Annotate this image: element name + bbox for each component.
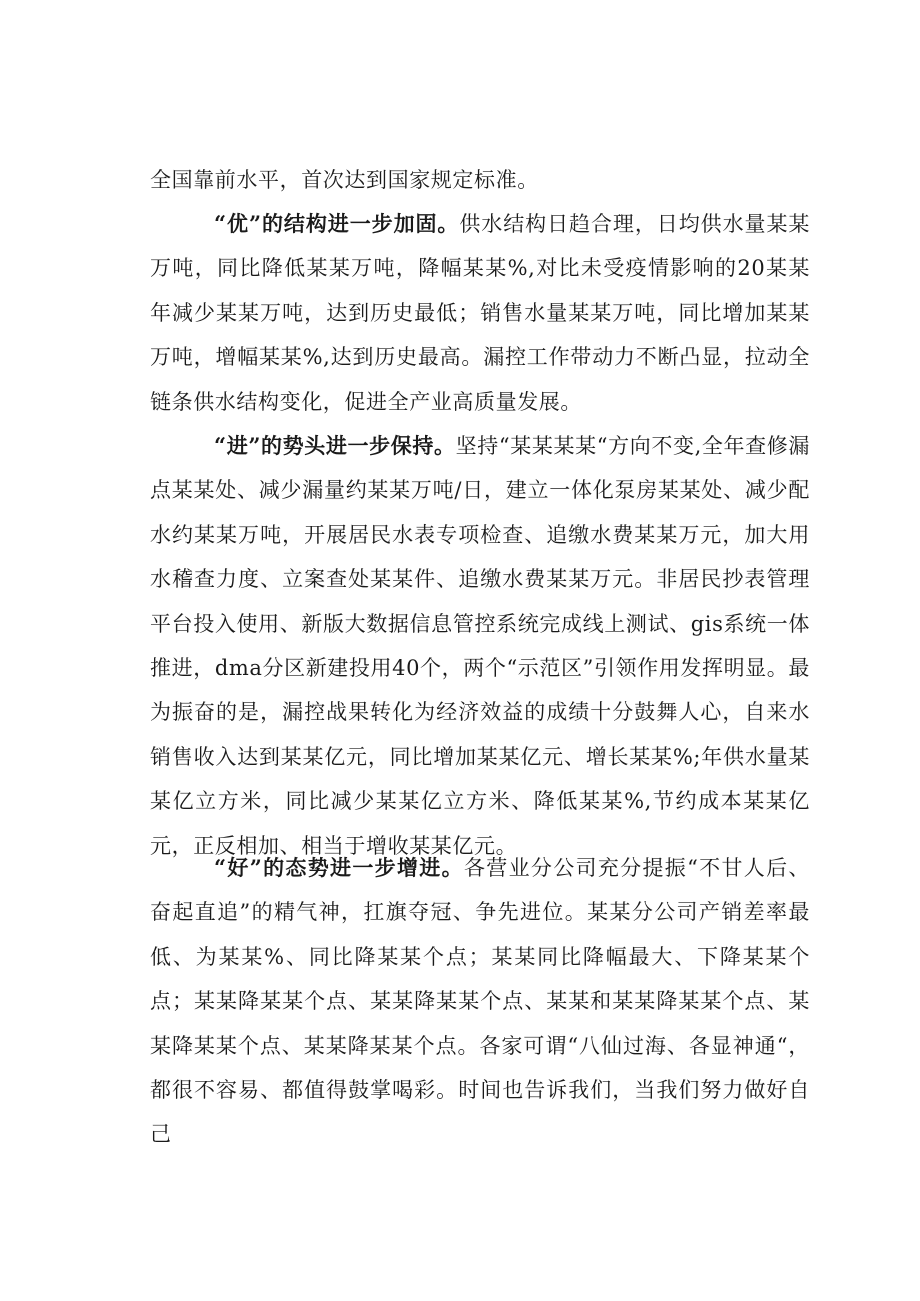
paragraph-1-text: 全国靠前水平，首次达到国家规定标准。 xyxy=(150,168,539,192)
paragraph-1 xyxy=(150,158,810,202)
paragraph-2-heading: “优”的结构进一步加固。 xyxy=(214,211,460,236)
paragraph-4-text: 各营业分公司充分提振“不甘人后、奋起直追”的精气神，扛旗夺冠、争先进位。某某分公司产销差率最低、为某某%、同比降某某个点；某某同比降幅最大、下降某某个点；某某降某某个点、某某降某某个点、某某和某某降某某个点、某某降某某个点、某某降某某个点。各家可谓“八仙过海、各显神通“，都很不容易、都值得鼓掌喝彩。时间也告诉我们，当我们努力做好自己 xyxy=(150,856,810,1147)
paragraph-3 xyxy=(150,424,810,868)
paragraph-2 xyxy=(150,202,810,424)
paragraph-3-heading: “进”的势头进一步保持。 xyxy=(214,433,456,458)
paragraph-4-heading: “好”的态势进一步增进。 xyxy=(214,855,464,880)
paragraph-4 xyxy=(150,846,810,1157)
paragraph-3-text: 坚持“某某某某“方向不变,全年查修漏点某某处、减少漏量约某某万吨/日，建立一体化泵房某某处、减少配水约某某万吨，开展居民水表专项检查、追缴水费某某万元，加大用水稽查力度、立案查处某某件、追缴水费某某万元。非居民抄表管理平台投入使用、新版大数据信息管控系统完成线上测试、gis系统一体推进，dma分区新建投用40个，两个“示范区”引领作用发挥明显。最为振奋的是，漏控战果转化为经济效益的成绩十分鼓舞人心，自来水销售收入达到某某亿元，同比增加某某亿元、增长某某%;年供水量某某亿立方米，同比减少某某亿立方米、降低某某%,节约成本某某亿元，正反相加、相当于增收某某亿元。 xyxy=(150,434,811,858)
paragraph-2-text: 供水结构日趋合理，日均供水量某某万吨，同比降低某某万吨，降幅某某%,对比未受疫情影响的20某某年减少某某万吨，达到历史最低；销售水量某某万吨，同比增加某某万吨，增幅某某%,达到历史最高。漏控工作带动力不断凸显，拉动全链条供水结构变化，促进全产业高质量发展。 xyxy=(150,212,810,414)
